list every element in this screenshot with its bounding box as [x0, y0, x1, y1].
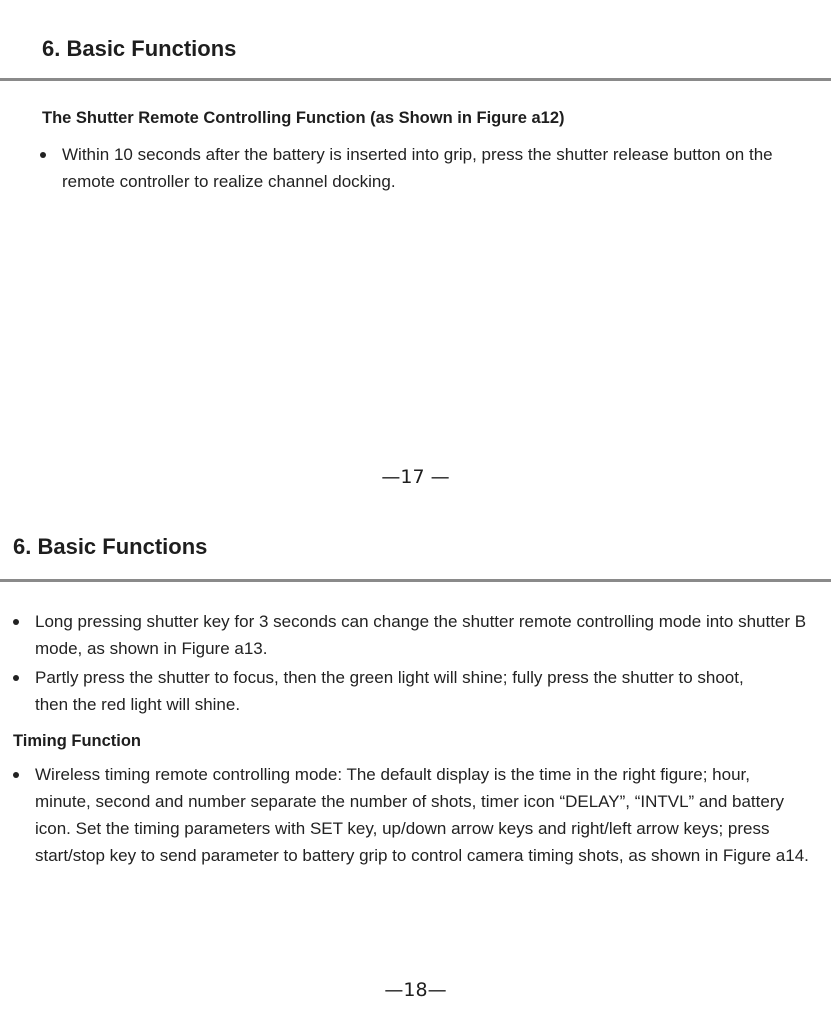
page-18 [0, 505, 831, 1015]
bullet-icon [13, 675, 19, 681]
bullet-text: Partly press the shutter to focus, then the green light will shine; fully press the shutter to shoot, then the red light will shine. [35, 668, 744, 714]
page-17-section-title: 6. Basic Functions [42, 36, 237, 61]
bullet-icon [13, 619, 19, 625]
timing-function-subheading: Timing Function [13, 732, 142, 750]
page-18-header-rule [0, 579, 831, 582]
page-18-section-title: 6. Basic Functions [13, 534, 208, 559]
list-item [13, 664, 775, 718]
bullet-icon [13, 772, 19, 778]
page-17 [0, 0, 831, 505]
bullet-text: Within 10 seconds after the battery is inserted into grip, press the shutter release button on the remote controller to realize channel docking. [62, 145, 773, 191]
page-17-header-rule [0, 78, 831, 81]
page-number: —17 — [381, 466, 450, 488]
list-item [13, 761, 810, 869]
list-item [40, 141, 812, 195]
shutter-remote-subheading: The Shutter Remote Controlling Function (as Shown in Figure a12) [42, 109, 565, 127]
bullet-text: Long pressing shutter key for 3 seconds can change the shutter remote controlling mode into shutter B mode, as shown in Figure a13. [35, 612, 807, 658]
list-item [13, 608, 810, 662]
bullet-icon [40, 152, 46, 158]
page-number: —18— [384, 979, 447, 1001]
bullet-text: Wireless timing remote controlling mode: The default display is the time in the right figure; hour, minute, second and number separate the number of shots, timer icon “DELAY”, “INTVL” and battery icon. Set the timing parameters with SET key, up/down arrow keys and right/left arrow keys; press start/stop key to send parameter to battery grip to control camera timing shots, as shown in Figure a14. [35, 765, 809, 865]
